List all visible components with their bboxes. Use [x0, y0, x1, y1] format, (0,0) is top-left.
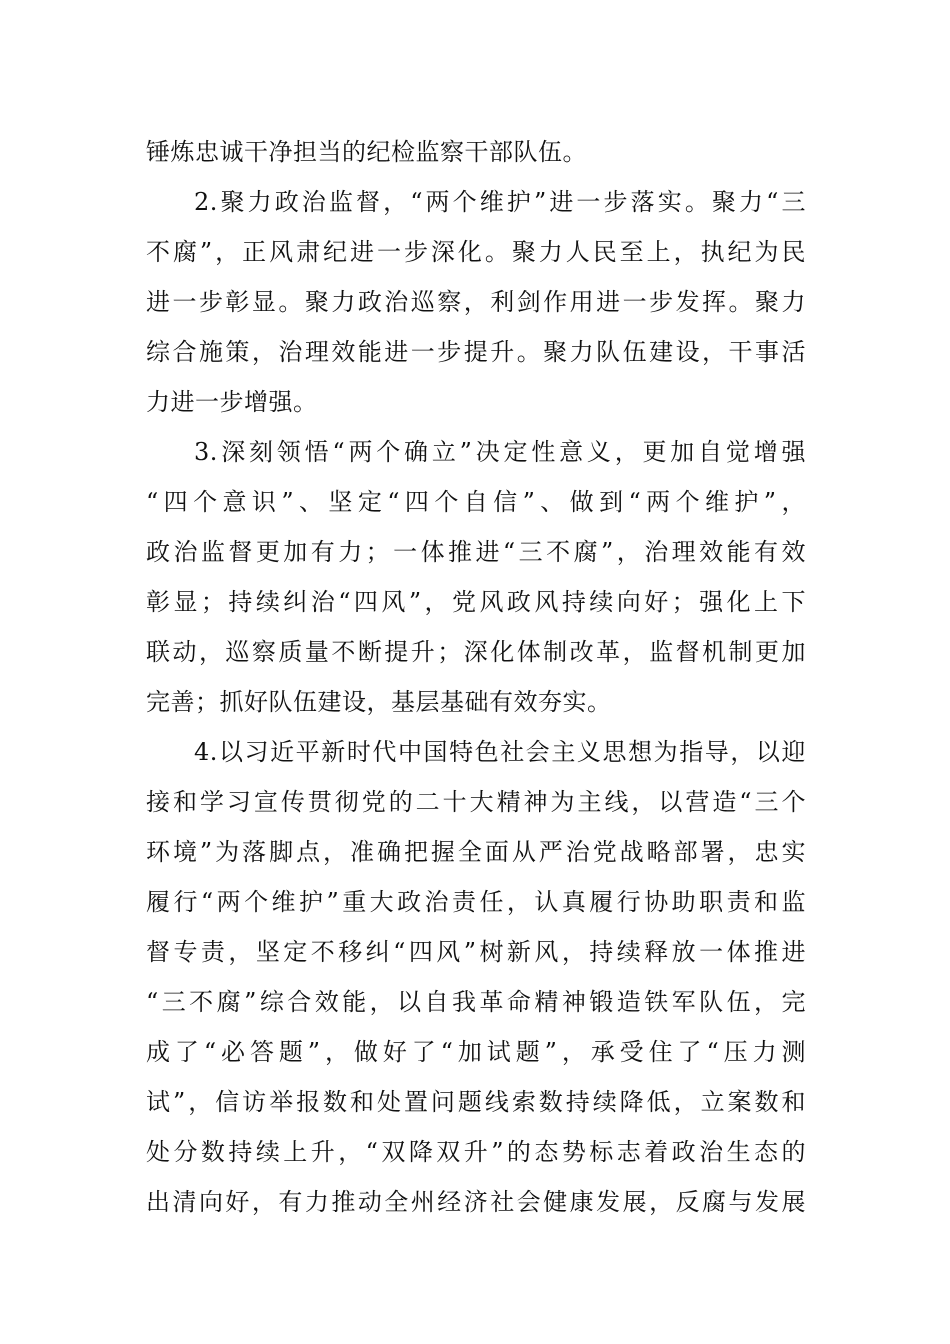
text-line: 进一步彰显。聚力政治巡察，利剑作用进一步发挥。聚力: [146, 288, 806, 316]
text-line: 环境”为落脚点，准确把握全面从严治党战略部署，忠实: [146, 838, 806, 866]
text-line: 督专责，坚定不移纠“四风”树新风，持续释放一体推进: [146, 938, 806, 966]
text-line: 出清向好，有力推动全州经济社会健康发展，反腐与发展: [146, 1188, 806, 1216]
text-line: 力进一步增强。: [146, 388, 318, 416]
text-line: 彰显；持续纠治“四风”，党风政风持续向好；强化上下: [146, 588, 806, 616]
text-line: 4.以习近平新时代中国特色社会主义思想为指导，以迎: [194, 738, 806, 766]
text-line: 综合施策，治理效能进一步提升。聚力队伍建设，干事活: [146, 338, 806, 366]
text-line: 联动，巡察质量不断提升；深化体制改革，监督机制更加: [146, 638, 806, 666]
text-line: 3.深刻领悟“两个确立”决定性意义，更加自觉增强: [194, 438, 806, 466]
text-line: “三不腐”综合效能，以自我革命精神锻造铁军队伍，完: [146, 988, 806, 1016]
text-line: 政治监督更加有力；一体推进“三不腐”，治理效能有效: [146, 538, 806, 566]
text-line: 锤炼忠诚干净担当的纪检监察干部队伍。: [146, 138, 587, 166]
text-line: 完善；抓好队伍建设，基层基础有效夯实。: [146, 688, 612, 716]
text-line: “四个意识”、坚定“四个自信”、做到“两个维护”，: [146, 488, 806, 516]
text-line: 处分数持续上升，“双降双升”的态势标志着政治生态的: [146, 1138, 806, 1166]
text-line: 成了“必答题”，做好了“加试题”，承受住了“压力测: [146, 1038, 806, 1066]
text-line: 接和学习宣传贯彻党的二十大精神为主线，以营造“三个: [146, 788, 806, 816]
text-line: 试”，信访举报数和处置问题线索数持续降低，立案数和: [146, 1088, 806, 1116]
text-line: 2.聚力政治监督，“两个维护”进一步落实。聚力“三: [194, 188, 806, 216]
text-line: 不腐”，正风肃纪进一步深化。聚力人民至上，执纪为民: [146, 238, 806, 266]
text-line: 履行“两个维护”重大政治责任，认真履行协助职责和监: [146, 888, 806, 916]
